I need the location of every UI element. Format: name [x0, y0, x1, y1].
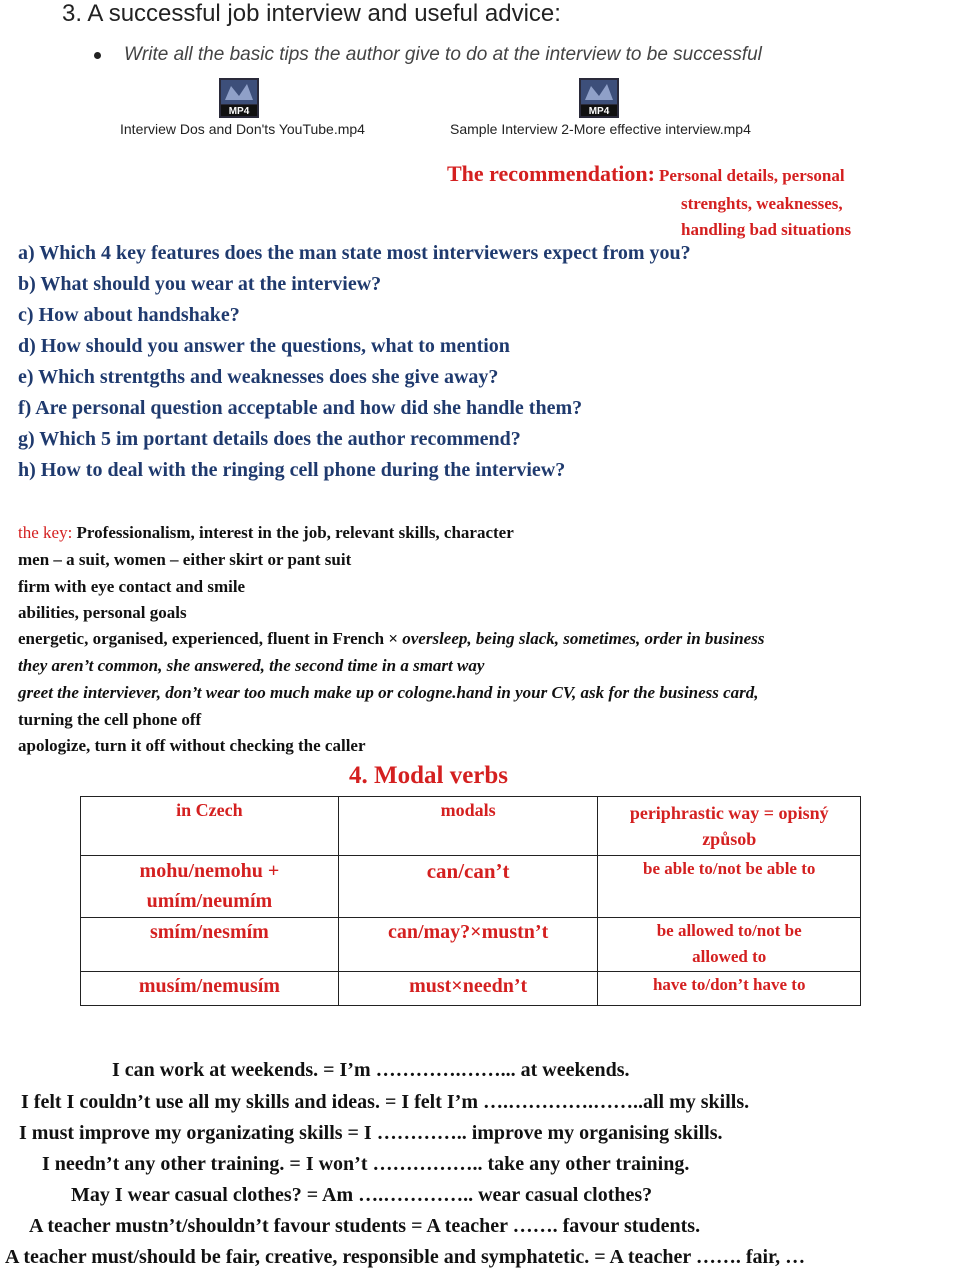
file-attachment-2[interactable] [579, 78, 619, 123]
cell-modal: can/may?×mustn’t [338, 918, 598, 972]
task-instruction: Write all the basic tips the author give to do at the interview to be successful [124, 44, 762, 65]
recommendation-label: The recommendation: [447, 161, 655, 186]
question-a: a) Which 4 key features does the man state most interviewers expect from you? [18, 242, 691, 264]
recommendation [447, 161, 845, 187]
cell-czech: mohu/nemohu + umím/neumím [81, 856, 339, 918]
cell-periphrastic: have to/don’t have to [598, 972, 861, 1006]
file-label-1[interactable]: Interview Dos and Don'ts YouTube.mp4 [120, 121, 365, 137]
table-row [81, 856, 861, 918]
modal-verbs-table [80, 796, 861, 1006]
question-f: f) Are personal question acceptable and how did she handle them? [18, 397, 583, 419]
key-answer-g: greet the interviever, don’t wear too much make up or cologne.hand in your CV, ask for the business card, [18, 683, 759, 702]
key-answer-d: abilities, personal goals [18, 603, 187, 622]
header-czech: in Czech [81, 797, 339, 856]
modal-verbs-title: 4. Modal verbs [349, 762, 509, 789]
cell-czech: musím/nemusím [81, 972, 339, 1006]
cell-periphrastic: be allowed to/not be allowed to [598, 918, 861, 972]
question-g: g) Which 5 im portant details does the author recommend? [18, 428, 521, 450]
recommendation-line-3: handling bad situations [681, 220, 852, 239]
question-h: h) How to deal with the ringing cell phone during the interview? [18, 459, 566, 481]
file-attachment-1[interactable] [219, 78, 259, 123]
key-answer-b: men – a suit, women – either skirt or pant suit [18, 550, 352, 569]
table-row [81, 972, 861, 1006]
question-e: e) Which strentgths and weaknesses does she give away? [18, 366, 499, 388]
cell-modal: must×needn’t [338, 972, 598, 1006]
key-answer-a: Professionalism, interest in the job, relevant skills, character [76, 523, 514, 542]
exercise-3: I must improve my organizating skills = I ………….. improve my organising skills. [19, 1122, 723, 1144]
mp4-badge-label: MP4 [588, 106, 610, 117]
file-label-2[interactable]: Sample Interview 2-More effective interview.mp4 [450, 121, 751, 137]
bullet-icon [94, 52, 101, 59]
key-answer-c: firm with eye contact and smile [18, 577, 246, 596]
key-answer-f: they aren’t common, she answered, the second time in a smart way [18, 656, 485, 675]
exercise-7: A teacher must/should be fair, creative, responsible and symphatetic. = A teacher ……. fair, … [5, 1246, 806, 1268]
exercise-4: I needn’t any other training. = I won’t …………….. take any other training. [42, 1153, 690, 1175]
table-row [81, 918, 861, 972]
exercise-1: I can work at weekends. = I’m ………….……... at weekends. [112, 1059, 630, 1081]
cell-periphrastic: be able to/not be able to [598, 856, 861, 918]
exercise-5: May I wear casual clothes? = Am ….………….. wear casual clothes? [71, 1184, 653, 1206]
key-line-1 [18, 523, 514, 543]
key-answer-e-weaknesses: oversleep, being slack, sometimes, order in business [402, 629, 765, 648]
exercise-2: I felt I couldn’t use all my skills and ideas. = I felt I’m ….………….……..all my skills. [21, 1091, 750, 1113]
section-heading: 3. A successful job interview and useful advice: [62, 0, 561, 27]
key-answer-h: apologize, turn it off without checking the caller [18, 736, 366, 755]
mp4-file-icon[interactable] [219, 78, 259, 118]
mp4-badge-label: MP4 [228, 106, 250, 117]
question-d: d) How should you answer the questions, what to mention [18, 335, 510, 357]
table-header-row [81, 797, 861, 856]
key-answer-e-strengths: energetic, organised, experienced, fluent in French × [18, 629, 403, 648]
key-answer-g-cont: turning the cell phone off [18, 710, 202, 729]
recommendation-line-1: Personal details, personal [658, 166, 845, 185]
question-b: b) What should you wear at the interview? [18, 273, 382, 295]
recommendation-line-2: strenghts, weaknesses, [681, 194, 843, 213]
cell-czech: smím/nesmím [81, 918, 339, 972]
cell-modal: can/can’t [338, 856, 598, 918]
mp4-file-icon[interactable] [579, 78, 619, 118]
key-answer-e [18, 629, 764, 649]
exercise-6: A teacher mustn’t/shouldn’t favour students = A teacher ……. favour students. [29, 1215, 701, 1237]
key-label: the key: [18, 523, 73, 542]
question-c: c) How about handshake? [18, 304, 240, 326]
header-modals: modals [338, 797, 598, 856]
header-periphrastic: periphrastic way = opisný způsob [598, 797, 861, 856]
